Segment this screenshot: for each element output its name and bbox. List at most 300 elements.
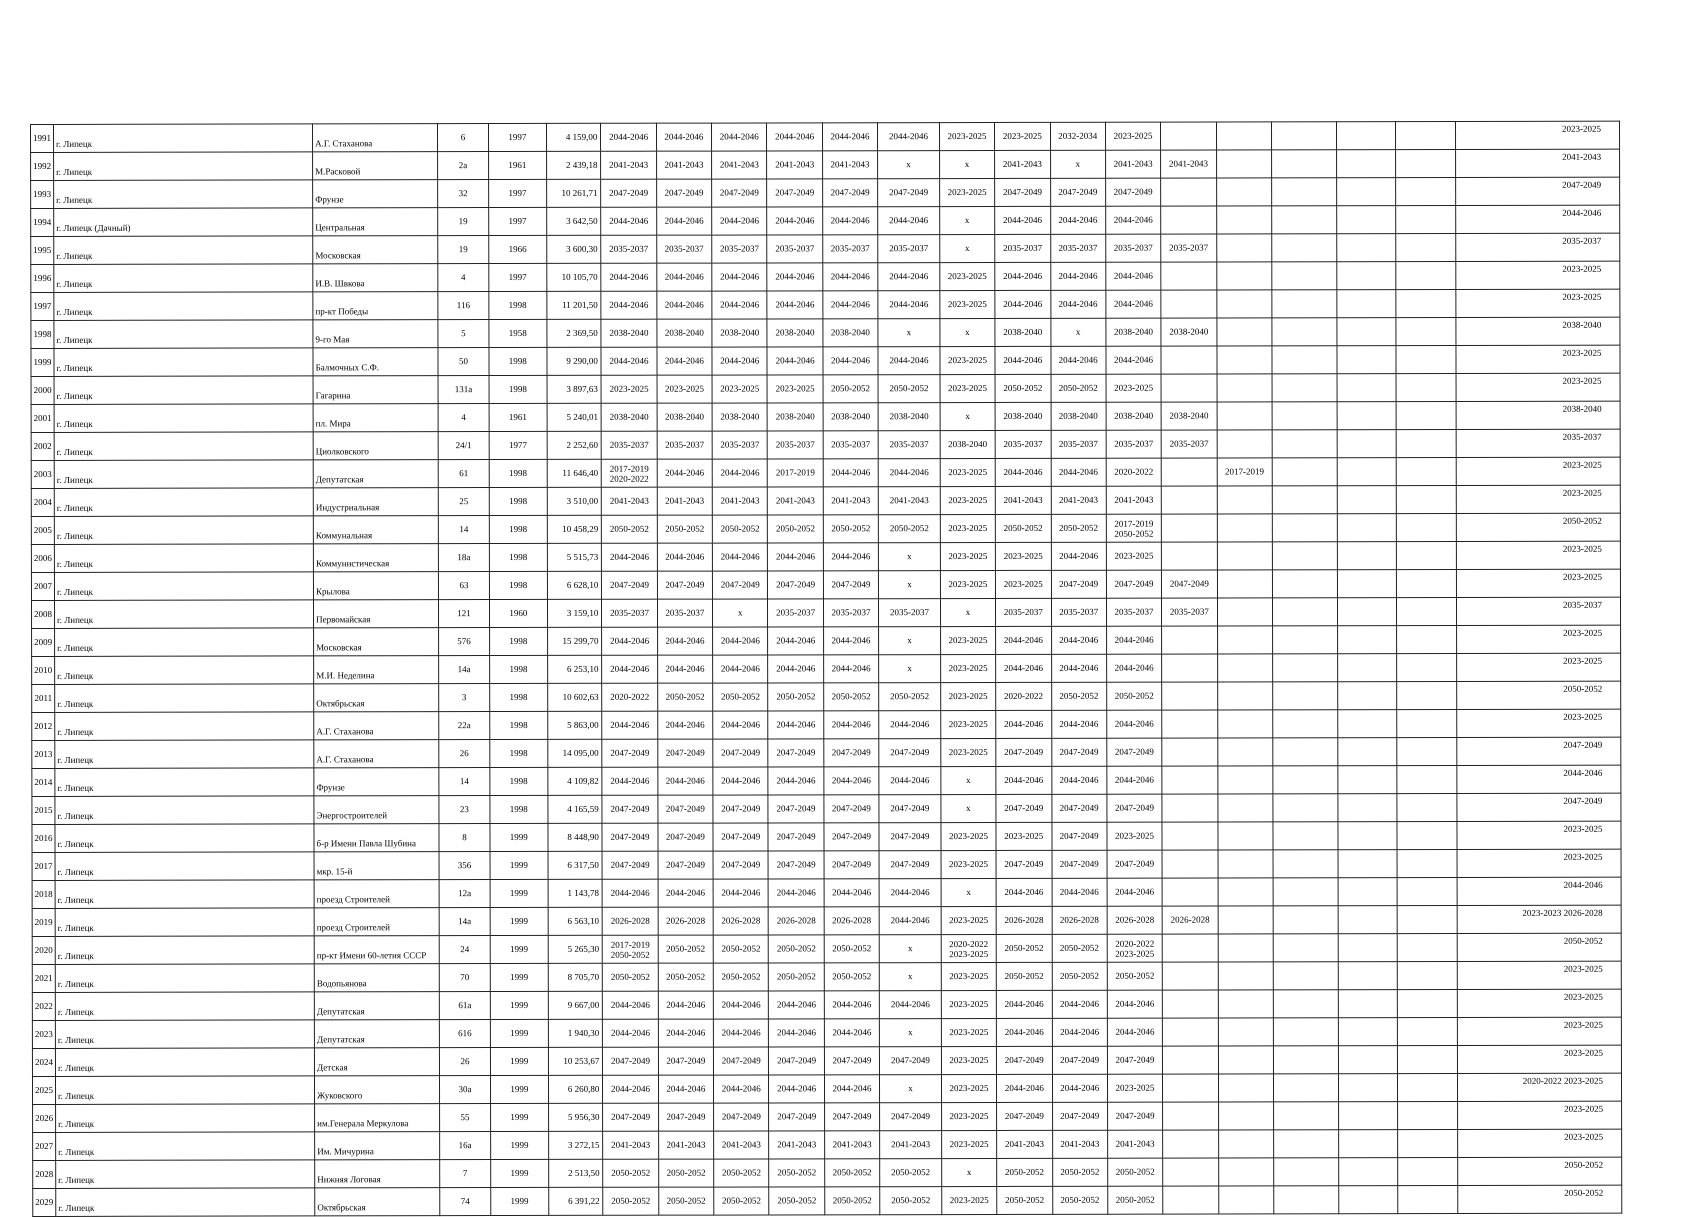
repair-period-cell xyxy=(1397,906,1457,934)
repair-period-cell: 2047-2049 xyxy=(768,571,823,599)
house-number-cell: 5 xyxy=(438,320,488,348)
repair-period-cell: 2044-2046 xyxy=(878,123,940,151)
repair-period-cell: 2044-2046 xyxy=(1106,346,1161,374)
repair-period-cell xyxy=(1337,654,1397,682)
area-cell: 3 642,50 xyxy=(547,207,601,235)
repair-period-cell: 2023-2025 xyxy=(940,542,995,570)
repair-period-cell xyxy=(1397,542,1457,570)
repair-period-cell: 2035-2037 xyxy=(1106,598,1161,626)
final-period-cell: 2020-2022 2023-2025 xyxy=(1457,1073,1621,1101)
repair-period-cell xyxy=(1273,738,1338,766)
row-number-cell: 2009 xyxy=(32,628,55,656)
table-row xyxy=(32,989,1621,1020)
repair-period-cell xyxy=(1338,1158,1398,1186)
area-cell: 2 439,18 xyxy=(547,151,601,179)
repair-period-cell: 2041-2043 xyxy=(878,487,940,515)
repair-period-cell: 2047-2049 xyxy=(1051,738,1106,766)
repair-period-cell: 2047-2049 xyxy=(1106,570,1161,598)
repair-period-cell xyxy=(1161,178,1216,206)
repair-period-cell: 2047-2049 xyxy=(602,823,657,851)
repair-period-cell xyxy=(1337,514,1397,542)
repair-period-cell: 2044-2046 xyxy=(712,263,767,291)
repair-period-cell xyxy=(1162,738,1217,766)
house-number-cell: 22а xyxy=(439,712,489,740)
repair-period-cell: 2044-2046 xyxy=(1106,654,1161,682)
repair-period-cell xyxy=(1396,178,1456,206)
repair-period-cell: 2044-2046 xyxy=(1052,990,1107,1018)
house-number-cell: 74 xyxy=(440,1188,490,1216)
repair-period-cell: x xyxy=(879,543,941,571)
city-cell: г. Липецк (Дачный) xyxy=(54,208,313,237)
repair-period-cell: 2038-2040 xyxy=(601,403,656,431)
repair-period-cell: 2047-2049 xyxy=(1051,570,1106,598)
repair-period-cell: 2035-2037 xyxy=(656,235,711,263)
repair-period-cell: x xyxy=(879,627,941,655)
repair-period-cell: 2038-2040 xyxy=(712,319,767,347)
repair-period-cell xyxy=(1397,570,1457,598)
city-cell: г. Липецк xyxy=(55,1048,314,1077)
repair-period-cell xyxy=(1273,766,1338,794)
repair-period-cell xyxy=(1217,682,1272,710)
repair-period-cell: 2023-2025 xyxy=(996,542,1051,570)
repair-period-cell xyxy=(1273,822,1338,850)
row-number-cell: 2017 xyxy=(32,852,55,880)
build-year-cell: 1999 xyxy=(490,963,549,991)
repair-period-cell xyxy=(1337,626,1397,654)
repair-period-cell: 2035-2037 xyxy=(768,431,823,459)
repair-period-cell xyxy=(1397,598,1457,626)
repair-period-cell: x xyxy=(940,234,995,262)
repair-period-cell: 2044-2046 xyxy=(712,207,767,235)
repair-period-cell: 2023-2025 xyxy=(940,290,995,318)
row-number-cell: 2022 xyxy=(32,992,55,1020)
repair-period-cell: 2047-2049 xyxy=(658,1103,713,1131)
repair-period-cell: 2044-2046 xyxy=(713,767,768,795)
repair-period-cell: 2050-2052 xyxy=(713,963,768,991)
repair-period-cell xyxy=(1396,430,1456,458)
repair-period-cell: 2023-2025 xyxy=(941,1018,996,1046)
repair-period-cell: 2044-2046 xyxy=(713,991,768,1019)
build-year-cell: 1958 xyxy=(488,319,547,347)
repair-period-cell: x xyxy=(1050,318,1105,346)
build-year-cell: 1998 xyxy=(489,571,548,599)
repair-period-cell xyxy=(1161,458,1216,486)
build-year-cell: 1999 xyxy=(490,1047,549,1075)
repair-period-cell xyxy=(1337,598,1397,626)
repair-period-cell xyxy=(1163,990,1218,1018)
build-year-cell: 1961 xyxy=(489,403,548,431)
table-row xyxy=(32,961,1621,992)
row-number-cell: 2023 xyxy=(32,1020,55,1048)
build-year-cell: 1999 xyxy=(490,907,549,935)
repair-period-cell: 2044-2046 xyxy=(1051,626,1106,654)
repair-period-cell xyxy=(1162,710,1217,738)
final-period-cell: 2023-2025 xyxy=(1456,485,1620,513)
repair-period-cell: 2047-2049 xyxy=(602,739,657,767)
repair-period-cell: 2047-2049 xyxy=(658,851,713,879)
repair-period-cell: 2035-2037 xyxy=(768,599,823,627)
repair-period-cell: 2044-2046 xyxy=(767,347,822,375)
repair-period-cell: 2038-2040 xyxy=(995,402,1050,430)
repair-period-cell: 2050-2052 xyxy=(657,683,712,711)
repair-period-cell: 2044-2046 xyxy=(996,878,1051,906)
repair-period-cell: 2050-2052 xyxy=(713,935,768,963)
repair-period-cell xyxy=(1218,962,1273,990)
row-number-cell: 2019 xyxy=(32,908,55,936)
final-period-cell: 2023-2025 xyxy=(1457,821,1621,849)
repair-period-cell: 2035-2037 xyxy=(878,431,940,459)
city-cell: г. Липецк xyxy=(56,1160,315,1189)
city-cell: г. Липецк xyxy=(55,1076,314,1105)
area-cell: 4 109,82 xyxy=(548,767,602,795)
repair-period-cell: 2047-2049 xyxy=(658,823,713,851)
table-row xyxy=(31,401,1620,432)
repair-period-cell: 2044-2046 xyxy=(657,291,712,319)
repair-period-cell xyxy=(1337,318,1397,346)
table-row xyxy=(32,681,1621,712)
street-cell: пл. Мира xyxy=(313,404,438,432)
repair-period-cell xyxy=(1217,766,1272,794)
city-cell: г. Липецк xyxy=(55,628,314,657)
city-cell: г. Липецк xyxy=(54,516,313,545)
repair-period-cell: 2044-2046 xyxy=(657,347,712,375)
house-number-cell: 63 xyxy=(439,572,489,600)
repair-period-cell xyxy=(1161,374,1216,402)
repair-period-cell: 2050-2052 xyxy=(878,515,940,543)
repair-period-cell: 2044-2046 xyxy=(822,123,877,151)
repair-period-cell: 2044-2046 xyxy=(713,711,768,739)
row-number-cell: 2012 xyxy=(32,712,55,740)
repair-period-cell: x xyxy=(1050,150,1105,178)
repair-period-cell xyxy=(1398,990,1458,1018)
repair-period-cell: 2023-2025 xyxy=(940,626,995,654)
repair-period-cell: 2047-2049 xyxy=(879,795,941,823)
repair-period-cell: 2047-2049 xyxy=(713,823,768,851)
street-cell: Им. Мичурина xyxy=(315,1132,440,1160)
repair-period-cell: x xyxy=(878,319,940,347)
street-cell: Детская xyxy=(314,1048,439,1076)
repair-period-cell: 2050-2052 xyxy=(714,1187,769,1215)
repair-period-cell: 2035-2037 xyxy=(602,599,657,627)
repair-period-cell: 2023-2025 xyxy=(941,906,996,934)
final-period-cell: 2038-2040 xyxy=(1456,317,1620,345)
build-year-cell: 1999 xyxy=(490,879,549,907)
repair-period-cell: 2044-2046 xyxy=(878,347,940,375)
repair-period-cell: 2044-2046 xyxy=(1050,346,1105,374)
city-cell: г. Липецк xyxy=(55,936,314,965)
repair-period-cell: 2023-2025 xyxy=(940,486,995,514)
final-period-cell: 2023-2025 xyxy=(1457,709,1621,737)
table-row xyxy=(33,1129,1622,1160)
repair-period-cell xyxy=(1217,542,1272,570)
repair-period-cell: 2044-2046 xyxy=(1052,1074,1107,1102)
repair-period-cell: 2041-2043 xyxy=(1051,486,1106,514)
repair-period-cell xyxy=(1217,598,1272,626)
repair-period-cell: 2044-2046 xyxy=(601,347,656,375)
repair-period-cell xyxy=(1337,570,1397,598)
repair-period-cell: 2044-2046 xyxy=(878,207,940,235)
repair-period-cell: 2035-2037 xyxy=(1050,234,1105,262)
repair-period-cell xyxy=(1336,150,1396,178)
repair-period-cell: 2047-2049 xyxy=(768,823,823,851)
repair-period-cell xyxy=(1162,794,1217,822)
repair-period-cell: 2026-2028 xyxy=(824,907,879,935)
build-year-cell: 1997 xyxy=(488,123,547,151)
repair-period-cell: 2047-2049 xyxy=(996,738,1051,766)
repair-period-cell: 2050-2052 xyxy=(880,1187,942,1215)
repair-period-cell: 2026-2028 xyxy=(713,907,768,935)
final-period-cell: 2023-2023 2026-2028 xyxy=(1457,905,1621,933)
repair-period-cell xyxy=(1337,458,1397,486)
repair-period-cell: 2035-2037 xyxy=(712,431,767,459)
repair-period-cell: 2044-2046 xyxy=(1107,710,1162,738)
final-period-cell: 2023-2025 xyxy=(1457,989,1621,1017)
repair-period-cell: 2038-2040 xyxy=(657,319,712,347)
street-cell: Первомайская xyxy=(314,600,439,628)
house-number-cell: 26 xyxy=(439,740,489,768)
area-cell: 14 095,00 xyxy=(548,739,602,767)
repair-period-cell xyxy=(1396,374,1456,402)
table-row xyxy=(31,569,1620,600)
table-row xyxy=(32,793,1621,824)
repair-period-cell xyxy=(1272,402,1337,430)
repair-period-cell xyxy=(1337,374,1397,402)
repair-period-cell: 2041-2043 xyxy=(602,487,657,515)
repair-period-cell xyxy=(1396,458,1456,486)
repair-period-cell: 2050-2052 xyxy=(824,1159,879,1187)
repair-period-cell: 2050-2052 xyxy=(713,683,768,711)
repair-period-cell: 2041-2043 xyxy=(995,486,1050,514)
area-cell: 2 252,60 xyxy=(547,431,601,459)
repair-period-cell: 2035-2037 xyxy=(1161,430,1216,458)
repair-period-cell xyxy=(1272,570,1337,598)
repair-period-cell xyxy=(1273,1046,1338,1074)
repair-period-cell: 2047-2049 xyxy=(1050,178,1105,206)
repair-period-cell: x xyxy=(939,150,994,178)
repair-period-cell xyxy=(1397,654,1457,682)
row-number-cell: 1992 xyxy=(31,152,54,180)
repair-period-cell: 2047-2049 xyxy=(1107,738,1162,766)
repair-period-cell xyxy=(1162,822,1217,850)
table-row xyxy=(32,1073,1621,1104)
repair-period-cell xyxy=(1397,850,1457,878)
repair-period-cell: 2047-2049 xyxy=(1052,1102,1107,1130)
repair-period-cell xyxy=(1397,766,1457,794)
housing-repair-schedule-table xyxy=(30,121,1622,1217)
build-year-cell: 1998 xyxy=(489,627,548,655)
repair-period-cell: 2044-2046 xyxy=(712,291,767,319)
repair-period-cell xyxy=(1397,934,1457,962)
table-row xyxy=(31,149,1620,180)
repair-period-cell: 2023-2025 xyxy=(940,570,995,598)
table-row xyxy=(31,317,1620,348)
repair-period-cell xyxy=(1338,934,1398,962)
repair-period-cell xyxy=(1272,430,1337,458)
repair-period-cell: 2044-2046 xyxy=(768,543,823,571)
street-cell: Гагарина xyxy=(313,376,438,404)
city-cell: г. Липецк xyxy=(54,152,313,181)
build-year-cell: 1999 xyxy=(490,851,549,879)
area-cell: 6 563,10 xyxy=(548,907,602,935)
repair-period-cell: 2044-2046 xyxy=(768,655,823,683)
house-number-cell: 121 xyxy=(439,600,489,628)
table-row xyxy=(32,933,1621,964)
repair-period-cell xyxy=(1398,1158,1458,1186)
street-cell: 9-го Мая xyxy=(313,320,438,348)
repair-period-cell: 2047-2049 xyxy=(995,178,1050,206)
build-year-cell: 1998 xyxy=(489,515,548,543)
repair-period-cell xyxy=(1162,878,1217,906)
repair-period-cell xyxy=(1272,542,1337,570)
repair-period-cell: 2050-2052 xyxy=(1051,682,1106,710)
repair-period-cell: 2044-2046 xyxy=(824,991,879,1019)
street-cell: Нижняя Логовая xyxy=(315,1160,440,1188)
repair-period-cell: 2044-2046 xyxy=(658,1075,713,1103)
city-cell: г. Липецк xyxy=(54,264,313,293)
table-row xyxy=(32,737,1621,768)
build-year-cell: 1998 xyxy=(489,655,548,683)
repair-period-cell: 2044-2046 xyxy=(713,879,768,907)
repair-period-cell: 2023-2025 xyxy=(940,654,995,682)
table-row xyxy=(33,1185,1622,1216)
street-cell: Октябрьская xyxy=(314,684,439,712)
repair-period-cell: 2032-2034 xyxy=(1050,122,1105,150)
build-year-cell: 1960 xyxy=(489,599,548,627)
area-cell: 10 261,71 xyxy=(547,179,601,207)
repair-period-cell: 2047-2049 xyxy=(602,571,657,599)
repair-period-cell: 2023-2025 xyxy=(940,262,995,290)
repair-period-cell: 2050-2052 xyxy=(768,515,823,543)
repair-period-cell: 2041-2043 xyxy=(601,151,656,179)
repair-period-cell xyxy=(1273,962,1338,990)
repair-period-cell: 2050-2052 xyxy=(1052,1158,1107,1186)
repair-period-cell: 2041-2043 xyxy=(656,151,711,179)
repair-period-cell: 2044-2046 xyxy=(1106,626,1161,654)
area-cell: 5 863,00 xyxy=(548,711,602,739)
repair-period-cell xyxy=(1217,794,1272,822)
city-cell: г. Липецк xyxy=(55,768,314,797)
house-number-cell: 23 xyxy=(439,796,489,824)
repair-period-cell: 2050-2052 xyxy=(1108,1158,1163,1186)
build-year-cell: 1998 xyxy=(489,347,548,375)
repair-period-cell: 2047-2049 xyxy=(714,1103,769,1131)
final-period-cell: 2035-2037 xyxy=(1456,597,1620,625)
street-cell: мкр. 15-й xyxy=(314,852,439,880)
repair-period-cell: 2038-2040 xyxy=(1106,318,1161,346)
repair-period-cell xyxy=(1161,206,1216,234)
repair-period-cell: 2044-2046 xyxy=(823,459,878,487)
repair-period-cell: 2047-2049 xyxy=(714,1047,769,1075)
repair-period-cell xyxy=(1272,514,1337,542)
repair-period-cell: 2044-2046 xyxy=(879,767,941,795)
repair-period-cell xyxy=(1272,486,1337,514)
repair-period-cell: 2044-2046 xyxy=(823,291,878,319)
repair-period-cell: 2047-2049 xyxy=(1107,1046,1162,1074)
repair-period-cell xyxy=(1162,542,1217,570)
row-number-cell: 2005 xyxy=(31,516,54,544)
repair-period-cell: 2026-2028 xyxy=(658,907,713,935)
table-row xyxy=(31,429,1620,460)
repair-period-cell: 2050-2052 xyxy=(712,515,767,543)
repair-period-cell: 2023-2025 xyxy=(940,374,995,402)
area-cell: 3 272,15 xyxy=(549,1131,603,1159)
repair-period-cell: 2041-2043 xyxy=(657,487,712,515)
repair-period-cell: 2047-2049 xyxy=(658,795,713,823)
build-year-cell: 1998 xyxy=(489,767,548,795)
repair-period-cell: 2044-2046 xyxy=(769,879,824,907)
repair-period-cell: 2044-2046 xyxy=(1106,206,1161,234)
house-number-cell: 131а xyxy=(438,376,488,404)
repair-period-cell: 2044-2046 xyxy=(713,1019,768,1047)
area-cell: 8 705,70 xyxy=(548,963,602,991)
repair-period-cell: 2041-2043 xyxy=(603,1131,658,1159)
repair-period-cell xyxy=(1272,290,1337,318)
final-period-cell: 2041-2043 xyxy=(1455,149,1619,177)
repair-period-cell xyxy=(1396,402,1456,430)
repair-period-cell: 2047-2049 xyxy=(880,1047,942,1075)
repair-period-cell: 2044-2046 xyxy=(1106,290,1161,318)
repair-period-cell: x xyxy=(879,963,941,991)
house-number-cell: 14а xyxy=(439,656,489,684)
repair-period-cell: 2035-2037 xyxy=(767,235,822,263)
area-cell: 10 105,70 xyxy=(547,263,601,291)
repair-period-cell: 2050-2052 xyxy=(1051,514,1106,542)
repair-period-cell: 2035-2037 xyxy=(602,431,657,459)
repair-period-cell: 2038-2040 xyxy=(767,319,822,347)
repair-period-cell: 2047-2049 xyxy=(767,179,822,207)
repair-period-cell xyxy=(1397,626,1457,654)
repair-period-cell xyxy=(1338,990,1398,1018)
final-period-cell: 2044-2046 xyxy=(1455,205,1619,233)
area-cell: 2 513,50 xyxy=(549,1159,603,1187)
street-cell: Депутатская xyxy=(314,992,439,1020)
repair-period-cell xyxy=(1218,990,1273,1018)
city-cell: г. Липецк xyxy=(54,572,313,601)
row-number-cell: 2001 xyxy=(31,404,54,432)
repair-period-cell: 2044-2046 xyxy=(657,459,712,487)
repair-period-cell: 2044-2046 xyxy=(602,543,657,571)
street-cell: им.Генерала Меркулова xyxy=(315,1104,440,1132)
house-number-cell: 6 xyxy=(438,124,488,152)
repair-period-cell xyxy=(1338,1046,1398,1074)
repair-period-cell: 2050-2052 xyxy=(1052,1186,1107,1214)
final-period-cell: 2044-2046 xyxy=(1457,877,1621,905)
repair-period-cell: 2050-2052 xyxy=(824,935,879,963)
repair-period-cell: 2023-2025 xyxy=(940,458,995,486)
repair-period-cell: 2041-2043 xyxy=(1161,150,1216,178)
repair-period-cell: 2044-2046 xyxy=(712,123,767,151)
street-cell: А.Г. Стаханова xyxy=(314,740,439,768)
repair-period-cell: 2050-2052 xyxy=(997,1158,1052,1186)
row-number-cell: 2000 xyxy=(31,376,54,404)
row-number-cell: 2029 xyxy=(33,1188,56,1216)
repair-period-cell xyxy=(1273,1074,1338,1102)
repair-period-cell: 2044-2046 xyxy=(1051,654,1106,682)
repair-period-cell: 2047-2049 xyxy=(713,795,768,823)
repair-period-cell: 2026-2028 xyxy=(1162,906,1217,934)
final-period-cell: 2023-2025 xyxy=(1457,1101,1621,1129)
repair-period-cell: 2035-2037 xyxy=(823,235,878,263)
row-number-cell: 2016 xyxy=(32,824,55,852)
final-period-cell: 2023-2025 xyxy=(1457,1017,1621,1045)
repair-period-cell: 2041-2043 xyxy=(658,1131,713,1159)
repair-period-cell xyxy=(1273,878,1338,906)
build-year-cell: 1961 xyxy=(488,151,547,179)
repair-period-cell: 2044-2046 xyxy=(712,347,767,375)
area-cell: 5 240,01 xyxy=(547,403,601,431)
table-row xyxy=(31,233,1620,264)
city-cell: г. Липецк xyxy=(54,348,313,377)
